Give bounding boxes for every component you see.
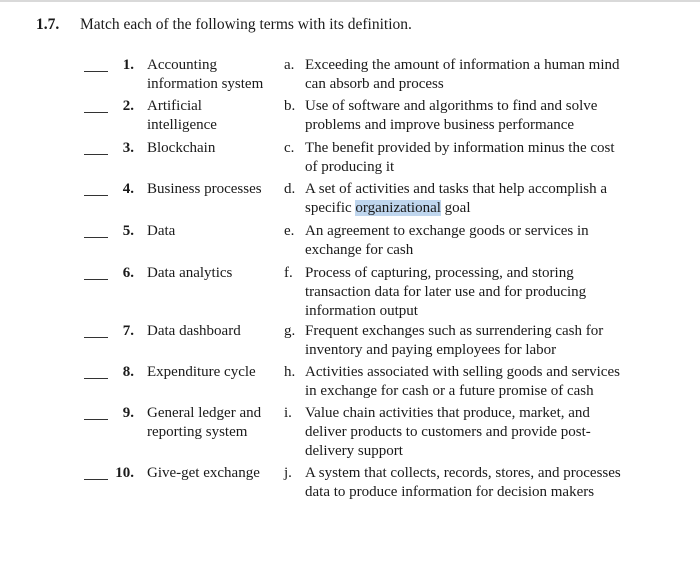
answer-blank[interactable] [84, 279, 108, 280]
definition-text-part: A set of activities and tasks that help accomplish a specific [305, 181, 608, 216]
definition-letter: g. [284, 323, 296, 339]
term-label: Data analytics [147, 265, 233, 281]
term-label: Data [147, 223, 176, 239]
definition-text [305, 180, 625, 218]
highlighted-word[interactable]: organizational [355, 200, 441, 216]
definition-letter: f. [284, 265, 293, 281]
term-number: 9. [122, 405, 134, 421]
term-label: Business processes [147, 181, 262, 197]
answer-blank[interactable] [84, 195, 108, 196]
answer-blank[interactable] [84, 237, 108, 238]
definition-text: An agreement to exchange goods or services in exchange for cash [305, 223, 589, 258]
term-number: 7. [122, 323, 134, 339]
exercise-number: 1.7. [36, 16, 60, 33]
definition-letter: i. [284, 405, 292, 421]
definition-text: Activities associated with selling goods and services in exchange for cash or a future promise of cash [305, 364, 620, 399]
definition-letter: a. [284, 57, 295, 73]
term-label: Data dashboard [147, 323, 241, 339]
definition-text: Exceeding the amount of information a human mind can absorb and process [305, 57, 620, 92]
definition-text: Frequent exchanges such as surrendering cash for inventory and paying employees for labor [305, 323, 604, 358]
term-label: Accounting information system [147, 57, 264, 92]
definition-letter: j. [284, 465, 292, 481]
answer-blank[interactable] [84, 154, 108, 155]
term-number: 8. [122, 364, 134, 380]
definition-text: The benefit provided by information minus the cost of producing it [305, 140, 615, 175]
term-number: 10. [115, 465, 134, 481]
definition-text: Use of software and algorithms to find and solve problems and improve business performance [305, 98, 598, 133]
answer-blank[interactable] [84, 419, 108, 420]
definition-letter: b. [284, 98, 296, 114]
answer-blank[interactable] [84, 112, 108, 113]
definition-text: Value chain activities that produce, market, and deliver products to customers and provide post-delivery support [305, 405, 591, 459]
exercise-header [36, 16, 412, 34]
term-label: Give-get exchange [147, 465, 260, 481]
term-number: 3. [122, 140, 134, 156]
definition-letter: h. [284, 364, 296, 380]
term-number: 5. [122, 223, 134, 239]
definition-letter: c. [284, 140, 295, 156]
definition-letter: e. [284, 223, 295, 239]
term-number: 4. [122, 181, 134, 197]
definition-text: A system that collects, records, stores, and processes data to produce information for decision makers [305, 465, 621, 500]
answer-blank[interactable] [84, 479, 108, 480]
definition-letter: d. [284, 181, 296, 197]
answer-blank[interactable] [84, 71, 108, 72]
term-number: 1. [122, 57, 134, 73]
term-label: General ledger and reporting system [147, 405, 262, 440]
definition-text-part: goal [440, 200, 471, 216]
term-label: Artificial intelligence [147, 98, 217, 133]
definition-text: Process of capturing, processing, and storing transaction data for later use and for producing information output [305, 265, 587, 319]
top-divider [0, 0, 700, 2]
answer-blank[interactable] [84, 337, 108, 338]
term-number: 6. [122, 265, 134, 281]
term-number: 2. [122, 98, 134, 114]
term-label: Blockchain [147, 140, 216, 156]
term-label: Expenditure cycle [147, 364, 256, 380]
answer-blank[interactable] [84, 378, 108, 379]
exercise-instruction: Match each of the following terms with its definition. [80, 16, 412, 33]
